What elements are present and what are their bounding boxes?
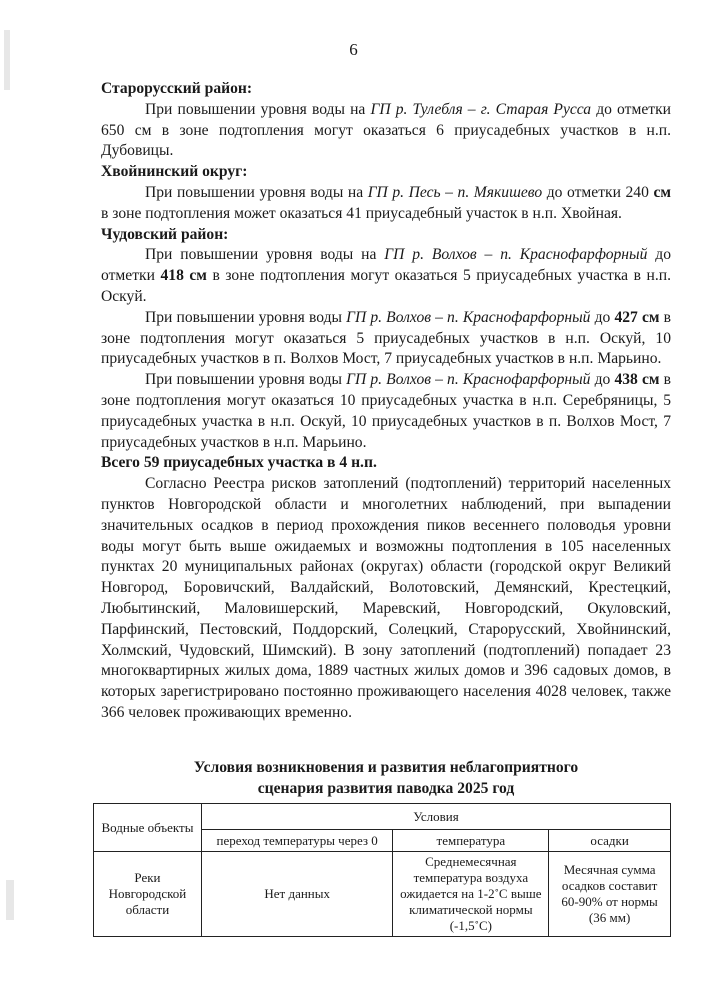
- page-number: 6: [349, 40, 358, 59]
- section-paragraph: При повышении уровня воды на ГП р. Волхов – п. Краснофарфорный до отметки 418 см в зоне подтопления могут оказаться 5 приусадебных участка в н.п. Оскуй.: [101, 246, 671, 305]
- header-temperature: температура: [393, 830, 549, 852]
- gauge-station: ГП р. Песь – п. Мякишево: [367, 183, 543, 201]
- section-paragraph: При повышении уровня воды на ГП р. Песь – п. Мякишево до отметки 240 см в зоне подтопления может оказаться 41 приусадебный участок в н.п. Хвойная.: [101, 183, 671, 222]
- header-precipitation: осадки: [549, 830, 671, 852]
- scan-artifact: [6, 880, 14, 920]
- cell-temperature: Среднемесячная температура воздуха ожидается на 1-2˚С выше климатической нормы (-1,5˚С): [393, 852, 549, 937]
- water-mark: 427 см: [614, 308, 660, 326]
- table-title-line: сценария развития паводка 2025 год: [257, 780, 515, 797]
- conditions-table: [93, 803, 671, 937]
- header-temperature-transition: переход температуры через 0: [201, 830, 393, 852]
- section-paragraph: При повышении уровня воды ГП р. Волхов – п. Краснофарфорный до 438 см в зоне подтопления могут оказаться 10 приусадебных участка в н.п. Серебряницы, 5 приусадебных участка в н.п. Оскуй, 10 приусадебных участков в п. Волхов Мост, 7 приусадебных участков в н.п. Марьино.: [101, 371, 671, 451]
- gauge-station: ГП р. Волхов – п. Краснофарфорный: [346, 371, 591, 389]
- section-paragraph: При повышении уровня воды на ГП р. Тулебля – г. Старая Русса до отметки 650 см в зоне подтопления могут оказаться 6 приусадебных участков в н.п. Дубовицы.: [101, 100, 671, 160]
- water-mark: 418 см: [160, 267, 207, 285]
- section-heading: Старорусский район:: [101, 80, 253, 97]
- header-conditions: Условия: [201, 804, 670, 830]
- scan-artifact: [4, 30, 10, 90]
- cell-transition: Нет данных: [201, 852, 393, 937]
- cell-water-object: Реки Новгородской области: [94, 852, 202, 937]
- section-heading: Чудовский район:: [101, 225, 229, 243]
- table-row: [94, 852, 671, 937]
- header-water-objects: Водные объекты: [94, 804, 202, 852]
- document-body: [101, 79, 671, 724]
- section-heading: Хвойнинский округ:: [101, 163, 248, 181]
- gauge-station: ГП р. Тулебля – г. Старая Русса: [370, 100, 592, 118]
- cell-precipitation: Месячная сумма осадков составит 60-90% от нормы (36 мм): [549, 852, 671, 937]
- gauge-station: ГП р. Волхов – п. Краснофарфорный: [346, 308, 591, 326]
- table-title-line: Условия возникновения и развития неблагоприятного: [193, 759, 579, 776]
- gauge-station: ГП р. Волхов – п. Краснофарфорный: [384, 246, 648, 264]
- section-paragraph: При повышении уровня воды ГП р. Волхов – п. Краснофарфорный до 427 см в зоне подтопления могут оказаться 5 приусадебных участков в н.п. Оскуй, 10 приусадебных участков в п. Волхов Мост, 7 приусадебных участков в н.п. Марьино.: [101, 308, 671, 368]
- main-paragraph: Согласно Реестра рисков затоплений (подтоплений) территорий населенных пунктов Новгородской области и многолетних наблюдений, при выпадении значительных осадков в период прохождения пиков весеннего половодья уровни воды могут быть выше ожидаемых и возможны подтопления в 105 населенных пунктах 20 муниципальных районах (округах) области (городской округ Великий Новгород, Боровичский, Валдайский, Волотовский, Демянский, Крестецкий, Любытинский, Маловишерский, Маревский, Новгородский, Окуловский, Парфинский, Пестовский, Поддорский, Солецкий, Старорусский, Хвойнинский, Холмский, Чудовский, Шимский). В зону затоплений (подтоплений) попадает 23 многоквартирных жилых дома, 1889 частных жилых домов и 396 садовых домов, в которых зарегистрировано постоянно проживающего населения 4028 человек, также 366 человек проживающих временно.: [101, 475, 671, 721]
- total-summary: Всего 59 приусадебных участка в 4 н.п.: [101, 454, 377, 472]
- table-title: [101, 757, 671, 799]
- water-mark: см: [653, 183, 671, 201]
- water-mark: 438 см: [614, 371, 660, 389]
